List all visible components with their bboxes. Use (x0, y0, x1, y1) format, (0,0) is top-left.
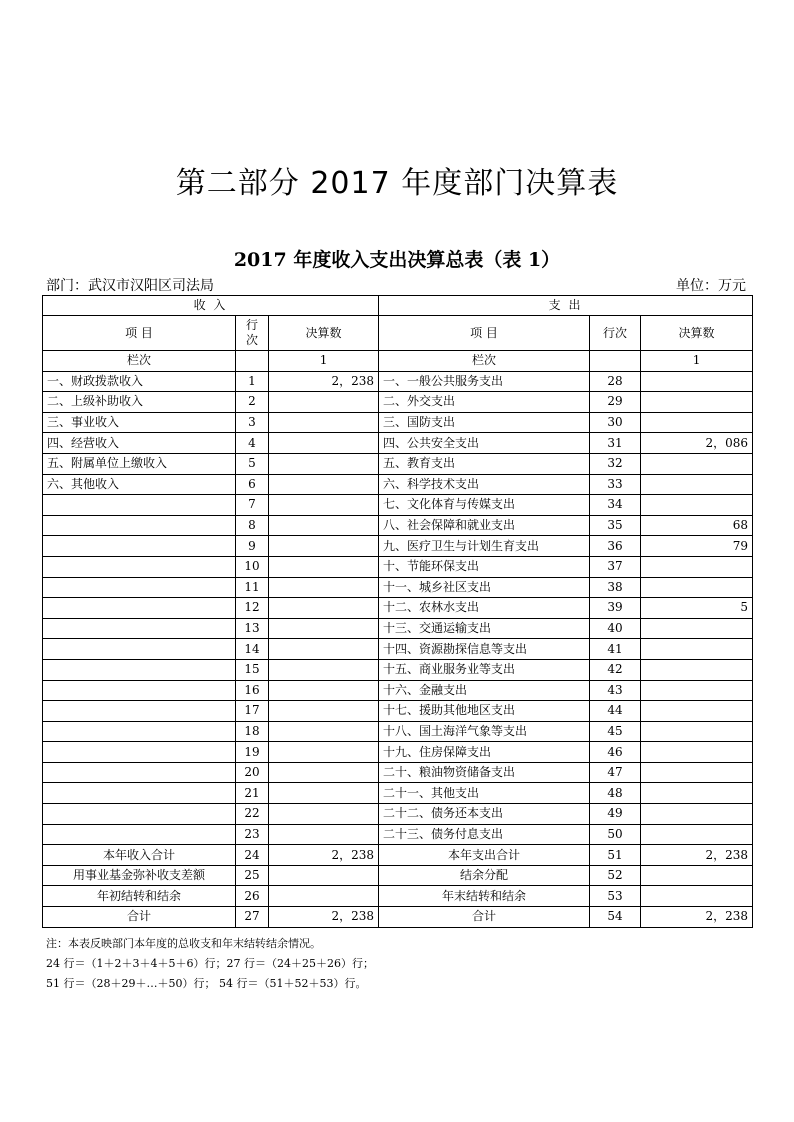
income-amount (269, 659, 379, 680)
expense-line-no: 50 (590, 824, 641, 845)
expense-col-num: 1 (641, 351, 753, 372)
income-amount (269, 412, 379, 433)
expense-item-name: 十九、住房保障支出 (379, 742, 590, 763)
table-row (43, 412, 753, 433)
income-line-no: 13 (236, 618, 269, 639)
expense-line-no: 52 (590, 865, 641, 886)
expense-item-name: 本年支出合计 (379, 845, 590, 866)
income-amount (269, 618, 379, 639)
income-amount (269, 536, 379, 557)
income-item-name: 用事业基金弥补收支差额 (43, 865, 236, 886)
expense-item-name: 十四、资源勘探信息等支出 (379, 639, 590, 660)
expense-amount (641, 474, 753, 495)
expense-item-name: 十一、城乡社区支出 (379, 577, 590, 598)
income-col-label: 栏次 (43, 351, 236, 372)
expense-amount (641, 886, 753, 907)
expense-amount (641, 762, 753, 783)
expense-line-no: 49 (590, 804, 641, 825)
summary-row (43, 907, 753, 928)
expense-line-no: 51 (590, 845, 641, 866)
expense-item-name: 十、节能环保支出 (379, 556, 590, 577)
income-amount (269, 556, 379, 577)
income-item-name: 合计 (43, 907, 236, 928)
expense-amount (641, 392, 753, 413)
income-item-name (43, 639, 236, 660)
income-line-no: 16 (236, 680, 269, 701)
income-item-name (43, 598, 236, 619)
budget-summary-table (42, 295, 753, 928)
expense-amount (641, 865, 753, 886)
income-line-no: 17 (236, 701, 269, 722)
table-row (43, 515, 753, 536)
income-item-name: 一、财政拨款收入 (43, 371, 236, 392)
expense-item-name: 年末结转和结余 (379, 886, 590, 907)
expense-line-no: 39 (590, 598, 641, 619)
expense-line-no: 44 (590, 701, 641, 722)
income-amount (269, 762, 379, 783)
table-row (43, 659, 753, 680)
expense-amount (641, 783, 753, 804)
summary-row (43, 845, 753, 866)
note-line: 51 行＝（28＋29＋…＋50）行； 54 行＝（51＋52＋53）行。 (46, 977, 367, 990)
table-row (43, 474, 753, 495)
expense-amount: 79 (641, 536, 753, 557)
table-row (43, 783, 753, 804)
expense-item-name: 八、社会保障和就业支出 (379, 515, 590, 536)
expense-item-name: 二十二、债务还本支出 (379, 804, 590, 825)
expense-item-name: 六、科学技术支出 (379, 474, 590, 495)
income-amount (269, 680, 379, 701)
income-amount: 2，238 (269, 845, 379, 866)
expense-col-label: 栏次 (379, 351, 590, 372)
income-line-no: 24 (236, 845, 269, 866)
income-line-no: 9 (236, 536, 269, 557)
expense-item-name: 一、一般公共服务支出 (379, 371, 590, 392)
expense-line-no: 30 (590, 412, 641, 433)
income-item-name (43, 783, 236, 804)
income-amount (269, 515, 379, 536)
summary-row (43, 865, 753, 886)
income-line-no: 18 (236, 721, 269, 742)
expense-line-no: 47 (590, 762, 641, 783)
income-item-name: 三、事业收入 (43, 412, 236, 433)
income-item-name (43, 742, 236, 763)
income-item-name (43, 804, 236, 825)
expense-item-name: 十七、援助其他地区支出 (379, 701, 590, 722)
expense-line-no: 28 (590, 371, 641, 392)
expense-item-name: 十二、农林水支出 (379, 598, 590, 619)
income-line-no: 27 (236, 907, 269, 928)
table-row (43, 804, 753, 825)
income-line-no: 12 (236, 598, 269, 619)
income-amount: 2，238 (269, 907, 379, 928)
income-line-no: 7 (236, 495, 269, 516)
income-amount: 2，238 (269, 371, 379, 392)
table-row (43, 742, 753, 763)
income-amount (269, 886, 379, 907)
expense-amount (641, 701, 753, 722)
expense-amount (641, 742, 753, 763)
income-item-name: 六、其他收入 (43, 474, 236, 495)
expense-amount (641, 371, 753, 392)
expense-col-blank (590, 351, 641, 372)
income-item-name (43, 721, 236, 742)
income-line-no: 3 (236, 412, 269, 433)
expense-amount (641, 453, 753, 474)
income-line-header-b: 次 (245, 333, 258, 347)
income-item-name: 本年收入合计 (43, 845, 236, 866)
table-row (43, 453, 753, 474)
table-row (43, 536, 753, 557)
expense-item-name: 五、教育支出 (379, 453, 590, 474)
expense-item-name: 九、医疗卫生与计划生育支出 (379, 536, 590, 557)
table-row (43, 598, 753, 619)
income-line-no: 6 (236, 474, 269, 495)
expense-item-name: 二十一、其他支出 (379, 783, 590, 804)
income-item-name (43, 515, 236, 536)
expense-item-name: 二、外交支出 (379, 392, 590, 413)
expense-amount (641, 639, 753, 660)
expense-item-name: 七、文化体育与传媒支出 (379, 495, 590, 516)
income-amount (269, 824, 379, 845)
expense-line-no: 42 (590, 659, 641, 680)
table-row (43, 721, 753, 742)
expense-line-header: 行次 (590, 316, 641, 351)
income-line-no: 15 (236, 659, 269, 680)
income-amount (269, 639, 379, 660)
expense-line-no: 31 (590, 433, 641, 454)
expense-line-no: 46 (590, 742, 641, 763)
table-row (43, 371, 753, 392)
income-line-no: 14 (236, 639, 269, 660)
expense-amount-header: 决算数 (641, 316, 753, 351)
expense-amount: 2，238 (641, 845, 753, 866)
income-item-name: 五、附属单位上缴收入 (43, 453, 236, 474)
expense-line-no: 36 (590, 536, 641, 557)
table-title: 2017 年度收入支出决算总表（表 1） (233, 249, 561, 271)
table-row (43, 618, 753, 639)
expense-item-name: 结余分配 (379, 865, 590, 886)
income-line-no: 25 (236, 865, 269, 886)
expense-amount (641, 577, 753, 598)
income-amount (269, 474, 379, 495)
income-line-no: 10 (236, 556, 269, 577)
income-amount (269, 865, 379, 886)
income-item-name (43, 556, 236, 577)
expense-item-name: 二十三、债务付息支出 (379, 824, 590, 845)
table-row (43, 556, 753, 577)
expense-item-name: 四、公共安全支出 (379, 433, 590, 454)
income-line-no: 21 (236, 783, 269, 804)
expense-item-name: 三、国防支出 (379, 412, 590, 433)
income-line-no: 4 (236, 433, 269, 454)
expense-line-no: 38 (590, 577, 641, 598)
income-line-no: 23 (236, 824, 269, 845)
expense-amount: 68 (641, 515, 753, 536)
expense-line-no: 43 (590, 680, 641, 701)
expense-item-name: 十六、金融支出 (379, 680, 590, 701)
expense-item-name: 合计 (379, 907, 590, 928)
income-item-name: 四、经营收入 (43, 433, 236, 454)
income-item-name (43, 680, 236, 701)
table-row (43, 824, 753, 845)
expense-amount: 5 (641, 598, 753, 619)
expense-item-name: 十五、商业服务业等支出 (379, 659, 590, 680)
expense-amount: 2，086 (641, 433, 753, 454)
expense-amount (641, 412, 753, 433)
expense-amount (641, 824, 753, 845)
income-line-header-a: 行 (245, 318, 258, 332)
expense-amount (641, 721, 753, 742)
summary-row (43, 886, 753, 907)
table-row (43, 762, 753, 783)
income-amount (269, 701, 379, 722)
table-row (43, 680, 753, 701)
expense-line-no: 54 (590, 907, 641, 928)
income-col-blank (236, 351, 269, 372)
expense-item-name: 十八、国土海洋气象等支出 (379, 721, 590, 742)
department-label: 部门：武汉市汉阳区司法局 (46, 278, 214, 294)
table-row (43, 701, 753, 722)
expense-amount (641, 495, 753, 516)
income-amount (269, 598, 379, 619)
table-row (43, 577, 753, 598)
income-line-no: 11 (236, 577, 269, 598)
expense-line-no: 35 (590, 515, 641, 536)
income-col-num: 1 (269, 351, 379, 372)
income-amount (269, 453, 379, 474)
expense-amount: 2，238 (641, 907, 753, 928)
expense-line-no: 32 (590, 453, 641, 474)
income-item-name (43, 824, 236, 845)
table-row (43, 433, 753, 454)
income-item-header: 项 目 (43, 316, 236, 351)
income-line-no: 8 (236, 515, 269, 536)
income-item-name (43, 577, 236, 598)
income-item-name: 年初结转和结余 (43, 886, 236, 907)
table-row (43, 639, 753, 660)
header-row-sections (43, 296, 753, 316)
expense-line-no: 40 (590, 618, 641, 639)
expense-line-no: 37 (590, 556, 641, 577)
expense-amount (641, 556, 753, 577)
income-section-header: 收 入 (43, 296, 379, 316)
table-row (43, 392, 753, 413)
expense-amount (641, 618, 753, 639)
expense-line-no: 34 (590, 495, 641, 516)
income-line-no: 26 (236, 886, 269, 907)
income-item-name (43, 659, 236, 680)
expense-line-no: 33 (590, 474, 641, 495)
income-line-no: 5 (236, 453, 269, 474)
income-line-no: 19 (236, 742, 269, 763)
income-amount (269, 721, 379, 742)
table-row (43, 495, 753, 516)
note-line: 注：本表反映部门本年度的总收支和年末结转结余情况。 (46, 937, 321, 950)
income-line-no: 20 (236, 762, 269, 783)
expense-amount (641, 804, 753, 825)
income-item-name (43, 495, 236, 516)
income-amount (269, 783, 379, 804)
expense-section-header: 支 出 (379, 296, 753, 316)
income-line-no: 2 (236, 392, 269, 413)
expense-line-no: 45 (590, 721, 641, 742)
expense-line-no: 29 (590, 392, 641, 413)
expense-item-name: 二十、粮油物资储备支出 (379, 762, 590, 783)
income-amount (269, 495, 379, 516)
expense-item-header: 项 目 (379, 316, 590, 351)
column-number-row (43, 351, 753, 372)
part-title: 第二部分 2017 年度部门决算表 (175, 166, 619, 201)
table-notes (46, 934, 374, 994)
income-line-header (236, 316, 269, 351)
income-amount (269, 577, 379, 598)
expense-line-no: 53 (590, 886, 641, 907)
income-item-name (43, 618, 236, 639)
expense-item-name: 十三、交通运输支出 (379, 618, 590, 639)
income-amount-header: 决算数 (269, 316, 379, 351)
income-amount (269, 804, 379, 825)
income-item-name (43, 762, 236, 783)
expense-amount (641, 680, 753, 701)
income-item-name (43, 701, 236, 722)
income-amount (269, 433, 379, 454)
note-line: 24 行＝（1＋2＋3＋4＋5＋6）行；27 行＝（24＋25＋26）行； (46, 957, 374, 970)
income-line-no: 1 (236, 371, 269, 392)
unit-label: 单位：万元 (676, 278, 746, 294)
income-item-name (43, 536, 236, 557)
income-item-name: 二、上级补助收入 (43, 392, 236, 413)
income-amount (269, 392, 379, 413)
expense-amount (641, 659, 753, 680)
expense-line-no: 41 (590, 639, 641, 660)
income-line-no: 22 (236, 804, 269, 825)
income-amount (269, 742, 379, 763)
expense-line-no: 48 (590, 783, 641, 804)
header-row-columns (43, 316, 753, 351)
